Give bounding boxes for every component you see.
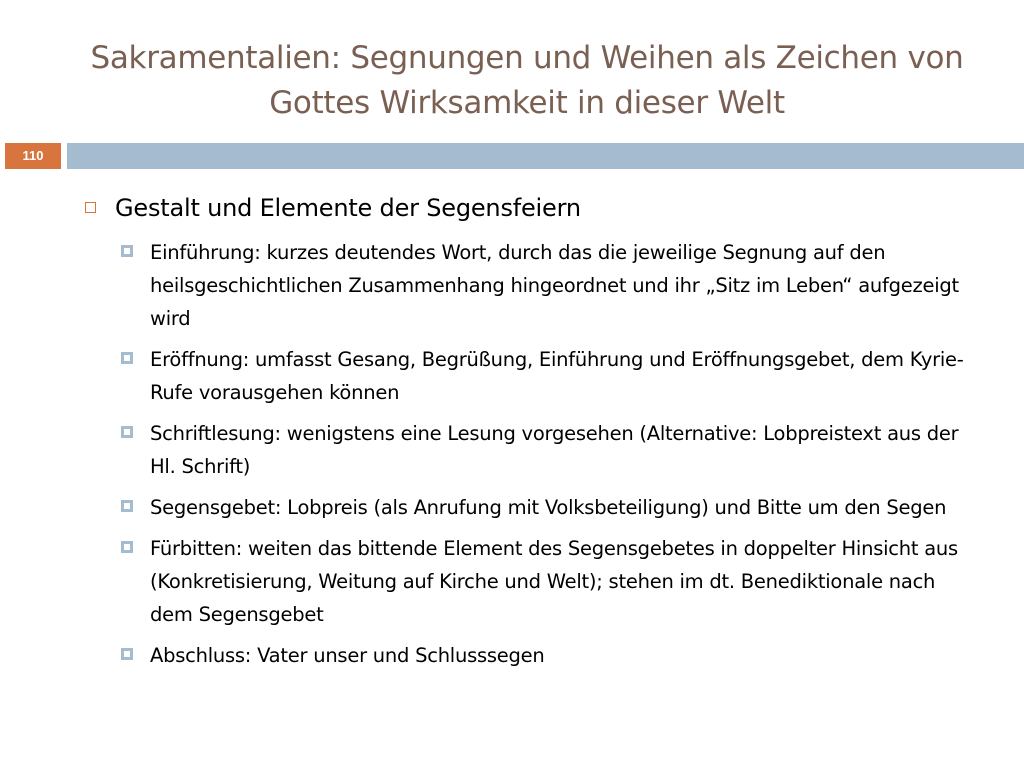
list-item	[75, 236, 995, 335]
list-item	[75, 343, 995, 409]
page-number-badge: 110	[5, 143, 61, 169]
section-heading: Gestalt und Elemente der Segensfeiern	[115, 194, 581, 222]
bullet-list	[75, 236, 995, 672]
filled-square-icon	[121, 245, 133, 257]
title-line-2: Gottes Wirksamkeit in dieser Welt	[269, 85, 785, 121]
slide-title	[60, 36, 994, 126]
list-item-text: Abschluss: Vater unser und Schlusssegen	[150, 644, 545, 667]
list-item-text: Eröffnung: umfasst Gesang, Begrüßung, Einführung und Eröffnungsgebet, dem Kyrie-Rufe vorausgehen können	[150, 348, 964, 404]
list-item-text: Segensgebet: Lobpreis (als Anrufung mit Volksbeteiligung) und Bitte um den Segen	[150, 496, 947, 519]
hollow-square-icon	[85, 202, 96, 213]
list-item	[75, 417, 995, 483]
list-item	[75, 639, 995, 672]
title-line-1: Sakramentalien: Segnungen und Weihen als Zeichen von	[90, 40, 964, 76]
filled-square-icon	[121, 541, 133, 553]
filled-square-icon	[121, 426, 133, 438]
level1-bullet-item	[75, 190, 995, 226]
filled-square-icon	[121, 648, 133, 660]
list-item-text: Schriftlesung: wenigstens eine Lesung vorgesehen (Alternative: Lobpreistext aus der Hl. Schrift)	[150, 422, 959, 478]
slide-content	[75, 190, 995, 680]
filled-square-icon	[121, 352, 133, 364]
list-item-text: Einführung: kurzes deutendes Wort, durch das die jeweilige Segnung auf den heilsgeschichtlichen Zusammenhang hingeordnet und ihr „Sitz im Leben“ aufgezeigt wird	[150, 241, 959, 330]
list-item	[75, 532, 995, 631]
header-accent-bar	[67, 143, 1024, 169]
filled-square-icon	[121, 500, 133, 512]
list-item-text: Fürbitten: weiten das bittende Element des Segensgebetes in doppelter Hinsicht aus (Konkretisierung, Weitung auf Kirche und Welt); stehen im dt. Benediktionale nach dem Segensgebet	[150, 537, 958, 626]
list-item	[75, 491, 995, 524]
